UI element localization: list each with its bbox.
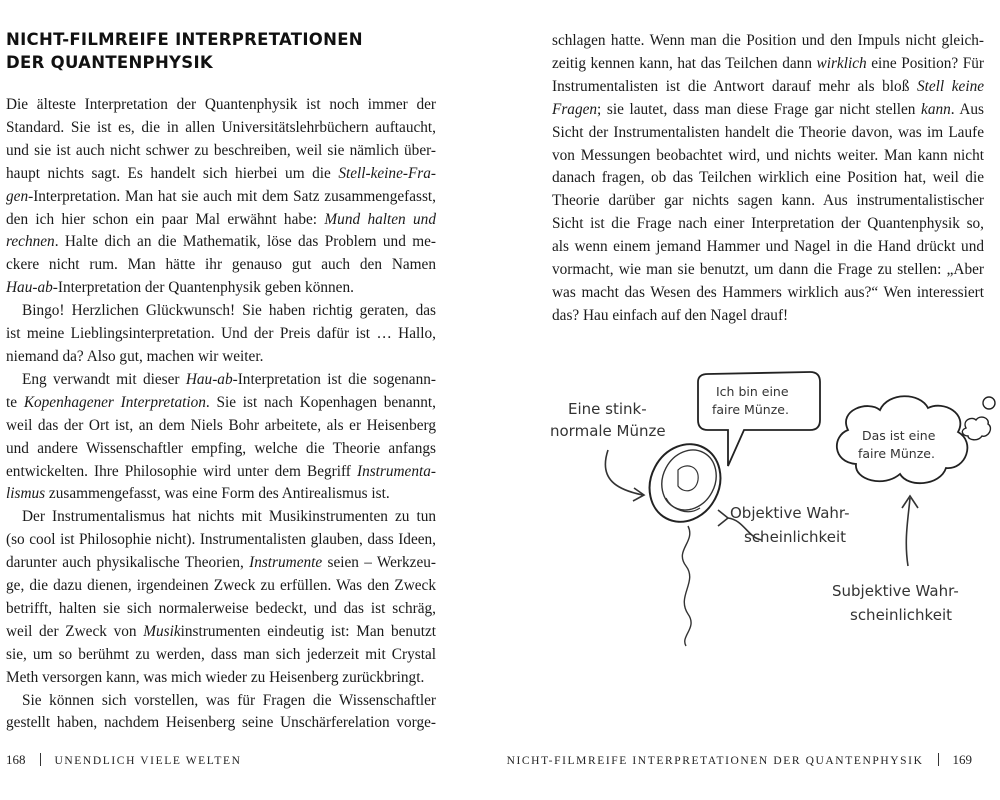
thought-cloud (837, 396, 995, 483)
text-run: -Interpretation. Man hat sie auch mit dem Satz zusammengefasst, (28, 187, 436, 205)
text-run: Theorie darüber gar nichts sagen kann. Aus instrumentalistischer (552, 192, 984, 210)
running-title-left: UNENDLICH VIELE WELTEN (54, 755, 242, 767)
italic-run: gen (6, 187, 29, 205)
text-run: betrifft, halten sie sich normalerweise bedeckt, und das ist schräg, (6, 599, 436, 617)
text-run: niemand da? Also gut, machen wir weiter. (6, 347, 264, 365)
text-run: Standard. Sie ist es, die in allen Universitätslehrbüchern auftaucht, (6, 118, 436, 136)
text-run: haupt nichts sagt. Es handelt sich hierbei um die (6, 164, 339, 182)
italic-run: lismus (6, 485, 46, 503)
text-run: seien – Werkzeu- (322, 554, 436, 572)
arrow-to-coin (605, 450, 643, 495)
italic-run: Hau-ab (6, 279, 53, 297)
text-run: von Messungen beobachtet wird, und nichts weiter. Man kann nicht (552, 146, 984, 164)
text-run: entwickelten. Ihre Philosophie wird unter dem Begriff (6, 462, 357, 480)
text-run: zusammengefasst, was eine Form des Antirealismus ist. (45, 485, 390, 503)
text-run: Die älteste Interpretation der Quantenphysik ist noch immer der (6, 96, 436, 113)
label-coin-line-1: Eine stink- (568, 400, 647, 418)
text-run: weil das der Ort ist, an dem Niels Bohr arbeitete, als er Heisenberg (6, 416, 436, 434)
text-run: Meth versorgen kann, was mich wieder zu Heisenberg zurückbringt. (6, 668, 425, 686)
text-line (6, 415, 436, 438)
italic-run: Hau-ab (185, 370, 233, 388)
text-run: ; sie lautet, dass man diese Frage gar nicht stellen (597, 100, 922, 118)
text-run: instrumenten eindeutig ist: Man benutzt (180, 622, 437, 640)
text-run: sie, um so berühmt zu werden, dass man sich jederzeit mit Crystal (6, 645, 436, 663)
text-run: und andere Wissenschaftler empfing, welche die Theorie anfangs (6, 439, 436, 457)
text-line (552, 282, 984, 305)
objective-line-2: scheinlichkeit (744, 528, 846, 546)
text-run: schlagen hatte. Wenn man die Position und den Impuls nicht gleich- (552, 32, 984, 49)
text-line (552, 53, 984, 76)
text-line (6, 621, 436, 644)
italic-run: Stell-keine-Fra- (338, 164, 436, 182)
text-line (552, 145, 984, 168)
text-line (6, 667, 436, 690)
text-line (6, 392, 436, 415)
text-line (6, 552, 436, 575)
text-line (6, 254, 436, 277)
text-line (6, 461, 436, 484)
text-line (6, 163, 436, 186)
text-run: Sicht ist die Frage nach einer Interpretation der Quantenphysik so, (552, 215, 984, 233)
text-run: danach fragen, ob das Teilchen wirklich eine Position hat, weil die (552, 169, 984, 187)
text-run: zeitig kennen kann, hat das Teilchen dann (552, 54, 817, 72)
speech-line-2: faire Münze. (712, 402, 789, 417)
text-run: -Interpretation ist die sogenann- (232, 370, 436, 388)
text-line (6, 644, 436, 667)
italic-run: kann (921, 100, 951, 118)
page-number-right: 169 (952, 752, 972, 767)
speech-line-1: Ich bin eine (716, 384, 789, 399)
left-page-body (6, 94, 436, 735)
text-line (552, 259, 984, 282)
footer-right (507, 752, 972, 768)
text-line (552, 99, 984, 122)
italic-run: Kopenhagener Interpretation (23, 393, 206, 411)
right-page-body (552, 30, 984, 328)
footer-separator (938, 753, 939, 766)
heading-line-2: DER QUANTENPHYSIK (6, 53, 214, 72)
text-run: . Sie ist nach Kopenhagen benannt, (205, 393, 436, 411)
text-line (6, 140, 436, 163)
text-line (6, 117, 436, 140)
text-run: . Aus (950, 100, 985, 118)
arrow-subjective (906, 498, 910, 566)
text-line (552, 76, 984, 99)
text-run: den ich hier schon ein paar Mal erwähnt habe: (6, 210, 325, 228)
text-run: und sie ist auch nicht schwer zu beschreiben, weil sie nämlich über- (6, 141, 436, 159)
text-run: darunter auch physikalische Theorien, (6, 554, 250, 572)
text-run: . Halte dich an die Mathematik, löse das Problem und me- (54, 233, 436, 251)
text-run: Bingo! Herzlichen Glückwunsch! Sie haben richtig geraten, das (22, 302, 436, 320)
text-line (6, 529, 436, 552)
text-line (6, 186, 436, 209)
text-line (6, 300, 436, 323)
text-line (6, 598, 436, 621)
objective-line-1: Objektive Wahr- (730, 504, 850, 522)
italic-run: Fragen (552, 100, 598, 118)
text-run: als wenn einem jemand Hammer und Nagel in die Hand drückt und (552, 238, 984, 256)
text-line (552, 236, 984, 259)
text-run: ge, die dazu dienen, irgendeinen Zweck zu erfüllen. Was den Zweck (6, 577, 436, 595)
text-run: was macht das Wesen des Hammers wirklich aus?“ Wen interessiert (552, 283, 984, 301)
text-run: ist meine Lieblingsinterpretation. Und der Preis dafür ist … Hallo, (6, 325, 436, 343)
text-run: das? Hau einfach auf den Nagel drauf! (552, 306, 789, 324)
italic-run: Stell keine (916, 77, 985, 95)
italic-run: Instrumente (249, 554, 323, 572)
page-number-left: 168 (6, 752, 26, 767)
italic-run: wirklich (816, 54, 867, 72)
footer-separator (40, 753, 41, 766)
italic-run: Instrumenta- (356, 462, 436, 480)
text-line (6, 690, 436, 713)
text-run: ckere nicht rum. Man hätte ihr genauso gut auch den Namen (6, 256, 436, 274)
thought-line-2: faire Münze. (858, 446, 935, 461)
text-line (6, 506, 436, 529)
text-run: weil der Zweck von (6, 622, 144, 640)
text-line (6, 575, 436, 598)
text-run: eine Position? Für (866, 54, 984, 72)
text-line (6, 483, 436, 506)
thought-line-1: Das ist eine (862, 428, 936, 443)
arrowhead-objective (718, 510, 728, 526)
text-run: -Interpretation der Quantenphysik geben können. (52, 279, 354, 297)
text-line (6, 231, 436, 254)
text-line (552, 122, 984, 145)
squiggle-line (682, 526, 691, 646)
text-line (552, 305, 984, 328)
text-line (552, 30, 984, 53)
text-line (6, 94, 436, 117)
text-line (6, 277, 436, 300)
coin-probability-sketch (548, 370, 998, 650)
text-run: Der Instrumentalismus hat nichts mit Musikinstrumenten zu tun (22, 508, 436, 526)
text-run: gestellt haben, nachdem Heisenberg seine Unschärferelation vorge- (6, 714, 436, 732)
text-line (6, 369, 436, 392)
italic-run: Musik (143, 622, 181, 640)
text-line (6, 209, 436, 232)
text-line (6, 346, 436, 369)
footer-left (6, 752, 242, 768)
text-run: Sie können sich vorstellen, was für Fragen die Wissenschaftler (22, 691, 436, 709)
text-run: Eng verwandt mit dieser (22, 370, 186, 388)
text-line (6, 438, 436, 461)
text-run: (so cool ist Philosophie nicht). Instrumentalisten glauben, dass Ideen, (6, 531, 436, 549)
text-line (552, 167, 984, 190)
text-run: vormacht, wie man sie benutzt, um dann die Frage zu stellen: „Aber (552, 261, 984, 279)
text-line (6, 323, 436, 346)
text-line (552, 213, 984, 236)
coin-drawing (636, 432, 734, 535)
italic-run: rechnen (6, 233, 55, 251)
text-run: Sicht der Instrumentalisten handelt die Theorie davon, was im Laufe (552, 123, 984, 141)
text-run: Instrumentalisten ist die Antwort darauf mehr als bloß (552, 77, 917, 95)
text-run: te (6, 393, 24, 411)
heading-line-1: NICHT-FILMREIFE INTERPRETATIONEN (6, 30, 363, 49)
speech-bubble (698, 372, 820, 466)
italic-run: Mund halten und (324, 210, 436, 228)
chapter-heading (6, 28, 436, 74)
text-line (552, 190, 984, 213)
text-line (6, 712, 436, 735)
subjective-line-1: Subjektive Wahr- (832, 582, 959, 600)
label-coin-line-2: normale Münze (550, 422, 666, 440)
subjective-line-2: scheinlichkeit (850, 606, 952, 624)
running-title-right: NICHT-FILMREIFE INTERPRETATIONEN DER QUANTENPHYSIK (506, 755, 924, 767)
